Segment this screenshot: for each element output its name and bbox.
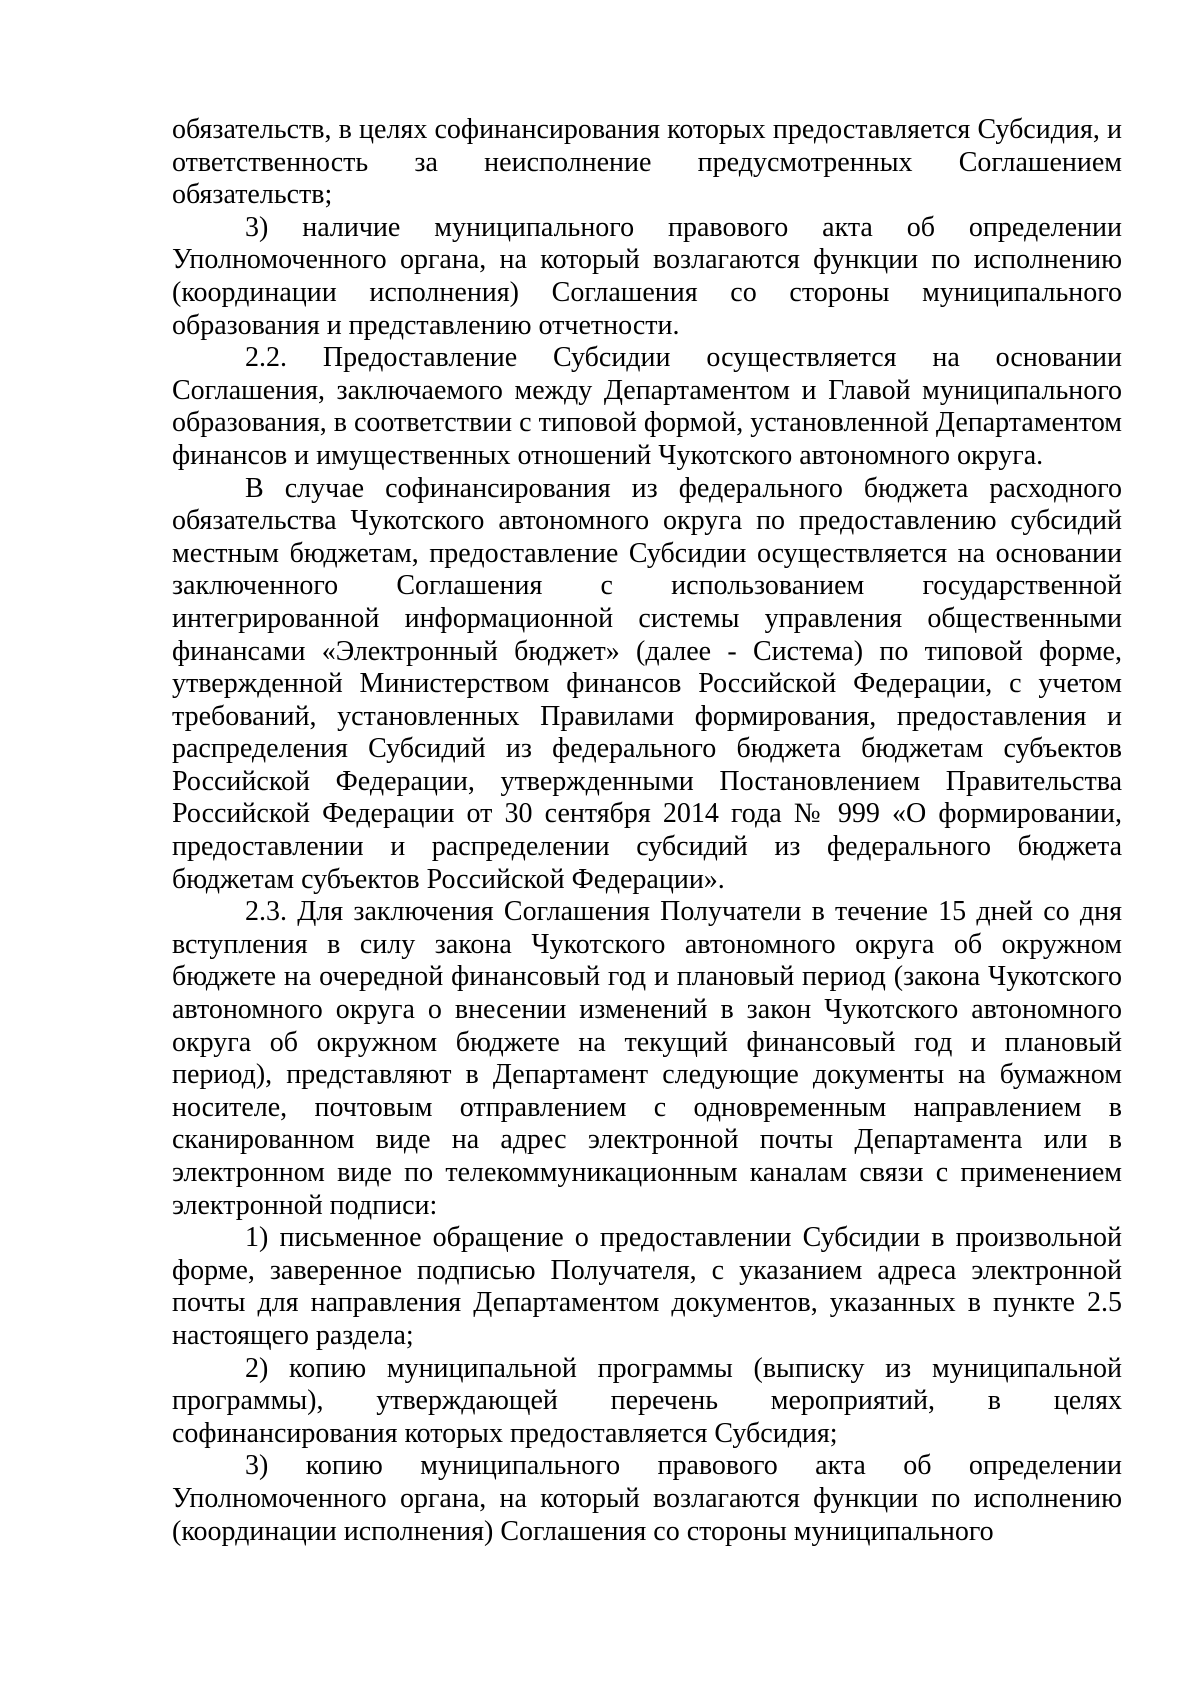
paragraph-item-1-written-request: 1) письменное обращение о предоставлении Субсидии в произвольной форме, заверенное подписью Получателя, с указанием адреса электронной почты для направления Департаментом документов, указанных в пункте 2.5 настоящего раздела; <box>172 1222 1122 1351</box>
paragraph-2-2-agreement-basis: 2.2. Предоставление Субсидии осуществляется на основании Соглашения, заключаемого между Департаментом и Главой муниципального образования, в соответствии с типовой формой, установленной Департаментом финансов и имущественных отношений Чукотского автономного округа. <box>172 342 1122 471</box>
paragraph-federal-cofinancing: В случае софинансирования из федерального бюджета расходного обязательства Чукотского автономного округа по предоставлению субсидий местным бюджетам, предоставление Субсидии осуществляется на основании заключенного Соглашения с использованием государственной интегрированной информационной системы управления общественными финансами «Электронный бюджет» (далее - Система) по типовой форме, утвержденной Министерством финансов Российской Федерации, с учетом требований, установленных Правилами формирования, предоставления и распределения Субсидий из федерального бюджета бюджетам субъектов Российской Федерации, утвержденными Постановлением Правительства Российской Федерации от 30 сентября 2014 года № 999 «О формировании, предоставлении и распределении субсидий из федерального бюджета бюджетам субъектов Российской Федерации». <box>172 472 1122 895</box>
document-body <box>172 114 1122 1548</box>
paragraph-item-3-act-copy: 3) копию муниципального правового акта об определении Уполномоченного органа, на который возлагаются функции по исполнению (координации исполнения) Соглашения со стороны муниципального <box>172 1450 1122 1547</box>
paragraph-item-2-program-copy: 2) копию муниципальной программы (выписку из муниципальной программы), утверждающей перечень мероприятий, в целях софинансирования которых предоставляется Субсидия; <box>172 1352 1122 1449</box>
paragraph-item-3-municipal-act: 3) наличие муниципального правового акта об определении Уполномоченного органа, на который возлагаются функции по исполнению (координации исполнения) Соглашения со стороны муниципального образования и представлению отчетности. <box>172 211 1122 341</box>
paragraph-obligations-continuation: обязательств, в целях софинансирования которых предоставляется Субсидия, и ответственность за неисполнение предусмотренных Соглашением обязательств; <box>172 114 1122 211</box>
paragraph-2-3-documents-submission: 2.3. Для заключения Соглашения Получатели в течение 15 дней со дня вступления в силу закона Чукотского автономного округа об окружном бюджете на очередной финансовый год и плановый период (закона Чукотского автономного округа о внесении изменений в закон Чукотского автономного округа об окружном бюджете на текущий финансовый год и плановый период), представляют в Департамент следующие документы на бумажном носителе, почтовым отправлением с одновременным направлением в сканированном виде на адрес электронной почты Департамента или в электронном виде по телекоммуникационным каналам связи с применением электронной подписи: <box>172 896 1122 1221</box>
